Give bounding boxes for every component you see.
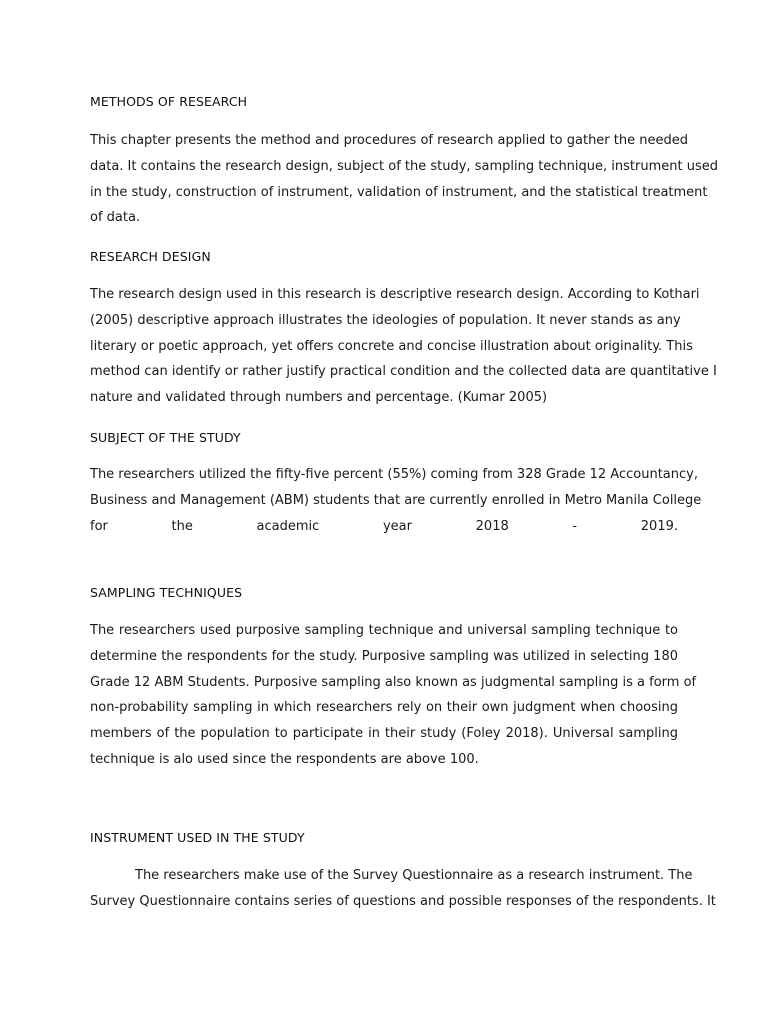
heading-sampling-techniques: SAMPLING TECHNIQUES — [90, 585, 243, 600]
text-line: The researchers used purposive sampling technique and universal sampling technique to — [90, 623, 678, 638]
text-line: non-probability sampling in which researchers rely on their own judgment when choosing — [90, 700, 678, 716]
text-line: Business and Management (ABM) students that are currently enrolled in Metro Manila College — [90, 492, 702, 508]
heading-subject-of-the-study: SUBJECT OF THE STUDY — [90, 430, 241, 445]
paragraph-subject — [90, 462, 702, 539]
paragraph-research-design — [90, 282, 717, 411]
text-line: The research design used in this research is descriptive research design. According to Kothari — [90, 287, 700, 302]
text-line: determine the respondents for the study. Purposive sampling was utilized in selecting 180 — [90, 648, 678, 664]
text-line: of data. — [90, 210, 141, 226]
text-line: (2005) descriptive approach illustrates the ideologies of population. It never stands as any — [90, 312, 681, 328]
text-line: This chapter presents the method and procedures of research applied to gather the needed — [90, 133, 688, 148]
heading-methods-of-research: METHODS OF RESEARCH — [90, 94, 248, 109]
text-line: The researchers utilized the fifty-five percent (55%) coming from 328 Grade 12 Accountancy, — [90, 467, 698, 482]
text-line: literary or poetic approach, yet offers concrete and concise illustration about originality. This — [90, 338, 693, 354]
text-line: technique is alo used since the respondents are above 100. — [90, 751, 479, 767]
text-line: for the academic year 2018 - 2019. — [90, 518, 678, 534]
text-line: method can identify or rather justify practical condition and the collected data are quantitative I — [90, 364, 717, 380]
text-line: Grade 12 ABM Students. Purposive sampling also known as judgmental sampling is a form of — [90, 674, 697, 690]
text-line: in the study, construction of instrument, validation of instrument, and the statistical treatment — [90, 184, 708, 200]
text-line: The researchers make use of the Survey Questionnaire as a research instrument. The — [135, 868, 693, 883]
text-line: Survey Questionnaire contains series of questions and possible responses of the respondents. It — [90, 893, 716, 909]
text-line: data. It contains the research design, subject of the study, sampling technique, instrument used — [90, 158, 718, 174]
paragraph-instrument — [90, 863, 716, 915]
heading-instrument-used: INSTRUMENT USED IN THE STUDY — [90, 830, 305, 845]
text-line: members of the population to participate in their study (Foley 2018). Universal sampling — [90, 726, 678, 742]
paragraph-methods — [90, 128, 718, 231]
heading-research-design: RESEARCH DESIGN — [90, 249, 211, 264]
text-line: nature and validated through numbers and percentage. (Kumar 2005) — [90, 390, 548, 406]
paragraph-sampling — [90, 618, 697, 773]
